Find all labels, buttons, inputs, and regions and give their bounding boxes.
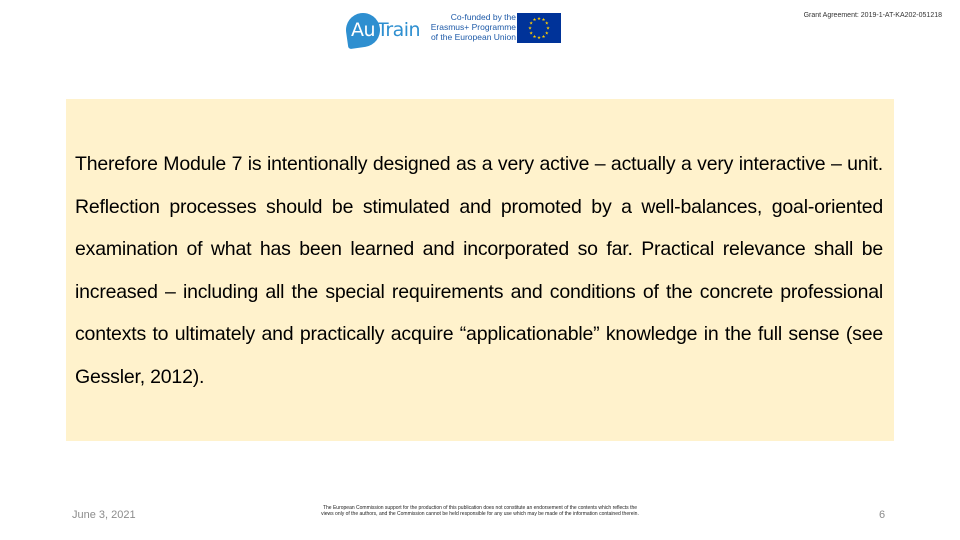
svg-text:★: ★: [529, 31, 534, 37]
cofunded-line-1: Co-funded by the: [450, 12, 516, 22]
svg-text:★: ★: [541, 18, 546, 24]
svg-text:★: ★: [536, 17, 542, 22]
eu-flag-icon: [517, 13, 561, 43]
footer-date: June 3, 2021: [72, 509, 136, 521]
autrain-logo: [346, 13, 421, 45]
cofunded-label: [422, 12, 516, 42]
body-paragraph: Therefore Module 7 is intentionally designed as a very active – actually a very interactive – unit. Reflection processes should be stimulated and promoted by a well-balances, goal-oriented examination of what has been learned and incorporated so far. Practical relevance shall be increased – including all the special requirements and conditions of the concrete professional contexts to ultimately and practically acquire “applicationable” knowledge in the full sense (see Gessler, 2012).: [75, 153, 883, 388]
svg-text:★: ★: [532, 34, 537, 40]
svg-text:★: ★: [527, 26, 533, 32]
autrain-logo-text-au: Au: [351, 19, 376, 41]
cofunded-line-2: Erasmus+ Programme: [430, 22, 516, 32]
svg-text:★: ★: [532, 18, 537, 24]
svg-text:★: ★: [541, 34, 546, 40]
cofunded-line-3: of the European Union: [430, 32, 516, 42]
svg-text:★: ★: [536, 36, 542, 41]
header-logos: [346, 10, 562, 46]
content-box: [66, 99, 894, 441]
autrain-logo-text-train: Train: [377, 19, 421, 41]
page-number: 6: [878, 509, 886, 521]
svg-text:★: ★: [544, 31, 549, 37]
svg-text:★: ★: [545, 26, 551, 32]
footer-disclaimer: The European Commission support for the production of this publication does not constitute an endorsement of the contents which reflects the views only of the authors, and the Commission cannot be held responsible for any use which may be made of the information contained therein.: [321, 505, 639, 518]
grant-agreement: Grant Agreement: 2019-1-AT-KA202-051218: [803, 12, 942, 19]
svg-text:★: ★: [544, 21, 549, 27]
svg-text:★: ★: [529, 21, 534, 27]
